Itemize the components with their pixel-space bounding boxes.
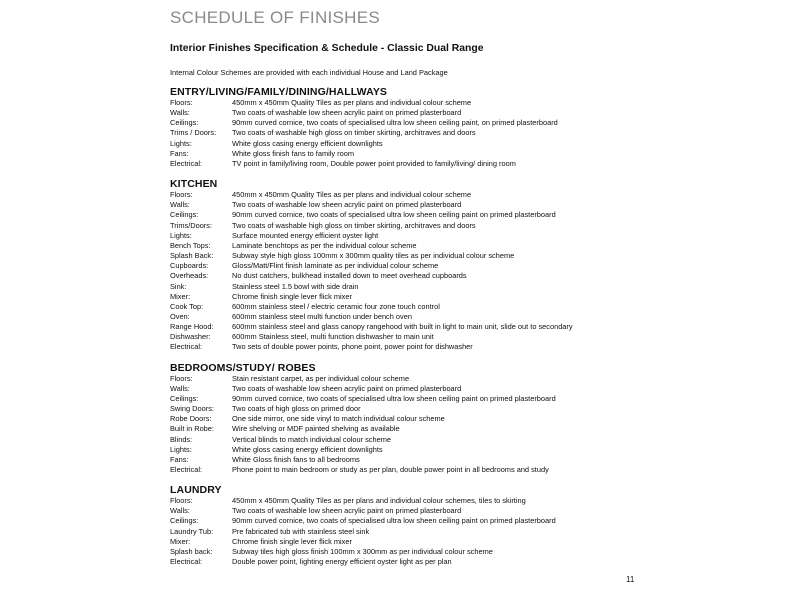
section-heading: LAUNDRY [170, 484, 222, 497]
spec-row [170, 159, 640, 169]
spec-value: Chrome finish single lever flick mixer [232, 536, 352, 546]
spec-label: Built in Robe: [170, 424, 214, 434]
section-spacer [170, 169, 640, 178]
spec-value: 600mm Stainless steel, multi function dishwasher to main unit [232, 332, 434, 342]
section-spacer [170, 475, 640, 484]
spec-value: Gloss/Matt/Flint finish laminate as per individual colour scheme [232, 261, 439, 271]
spec-value: White gloss finish fans to family room [232, 148, 354, 158]
spec-label: Dishwasher: [170, 332, 211, 342]
spec-label: Trims / Doors: [170, 128, 217, 138]
spec-value: One side mirror, one side vinyl to match individual colour scheme [232, 414, 445, 424]
spec-row [170, 190, 640, 200]
spec-value: 600mm stainless steel and glass canopy rangehood with built in light to main unit, slide out to secondary [232, 322, 573, 332]
spec-value: 90mm curved cornice, two coats of specialised ultra low sheen ceiling paint on primed plasterboard [232, 210, 556, 220]
spec-label: Oven: [170, 311, 190, 321]
spec-row [170, 384, 640, 394]
spec-label: Walls: [170, 506, 190, 516]
spec-row [170, 516, 640, 526]
spec-row [170, 302, 640, 312]
spec-label: Floors: [170, 496, 193, 506]
spec-value: Wire shelving or MDF painted shelving as available [232, 424, 400, 434]
spec-value: White gloss casing energy efficient downlights [232, 138, 383, 148]
spec-value: Subway tiles high gloss finish 100mm x 300mm as per individual colour scheme [232, 546, 493, 556]
spec-value: Surface mounted energy efficient oyster light [232, 230, 379, 240]
spec-value: 90mm curved cornice, two coats of specialised ultra low sheen ceiling paint on primed plasterboard [232, 516, 556, 526]
section-heading: ENTRY/LIVING/FAMILY/DINING/HALLWAYS [170, 86, 388, 98]
spec-value: Two coats of high gloss on primed door [232, 404, 361, 414]
spec-value: 90mm curved cornice, two coats of specialised ultra low sheen ceiling paint, on primed plasterboard [232, 118, 558, 128]
spec-label: Laundry Tub: [170, 526, 214, 536]
spec-row [170, 200, 640, 210]
document-title: Interior Finishes Specification & Schedule - Classic Dual Range [170, 43, 484, 54]
schedule-section [170, 484, 640, 567]
spec-label: Walls: [170, 108, 190, 118]
spec-row [170, 445, 640, 455]
spec-row [170, 221, 640, 231]
spec-label: Electrical: [170, 342, 203, 352]
spec-value: 600mm stainless steel multi function under bench oven [232, 311, 412, 321]
spec-row [170, 322, 640, 332]
spec-row [170, 108, 640, 118]
spec-label: Walls: [170, 383, 190, 393]
spec-value: 450mm x 450mm Quality Tiles as per plans and individual colour scheme [232, 98, 472, 107]
spec-value: Two coats of washable high gloss on timber skirting, architraves and doors [232, 128, 476, 138]
spec-row [170, 210, 640, 220]
spec-value: Chrome finish single lever flick mixer [232, 291, 352, 301]
spec-rows [170, 496, 640, 567]
spec-label: Floors: [170, 190, 193, 200]
finishes-schedule [170, 86, 640, 567]
spec-value: White gloss casing energy efficient downlights [232, 444, 383, 454]
spec-row [170, 414, 640, 424]
spec-row [170, 496, 640, 506]
spec-label: Ceilings: [170, 210, 199, 220]
spec-label: Floors: [170, 373, 193, 383]
spec-row [170, 118, 640, 128]
spec-rows [170, 190, 640, 353]
spec-value: 600mm stainless steel / electric ceramic four zone touch control [232, 301, 440, 311]
spec-value: Two coats of washable low sheen acrylic paint on primed plasterboard [232, 506, 462, 516]
spec-row [170, 149, 640, 159]
schedule-section [170, 362, 640, 476]
spec-value: No dust catchers, bulkhead installed down to meet overhead cupboards [232, 271, 467, 281]
spec-label: Mixer: [170, 536, 191, 546]
spec-label: Fans: [170, 454, 189, 464]
spec-label: Robe Doors: [170, 414, 212, 424]
spec-row [170, 251, 640, 261]
spec-value: TV point in family/living room, Double power point provided to family/living/ dining room [232, 158, 516, 168]
spec-value: Two sets of double power points, phone point, power point for dishwasher [232, 342, 473, 352]
spec-label: Ceilings: [170, 516, 199, 526]
spec-label: Walls: [170, 200, 190, 210]
spec-value: Two coats of washable low sheen acrylic paint on primed plasterboard [232, 108, 462, 118]
spec-label: Splash Back: [170, 251, 214, 261]
spec-value: White Gloss finish fans to all bedrooms [232, 454, 360, 464]
spec-row [170, 332, 640, 342]
spec-value: Two coats of washable high gloss on timber skirting, architraves and doors [232, 220, 476, 230]
spec-label: Floors: [170, 98, 193, 107]
page-header-title: SCHEDULE OF FINISHES [170, 8, 381, 27]
spec-row [170, 98, 640, 108]
document-intro: Internal Colour Schemes are provided with each individual House and Land Package [170, 68, 448, 77]
spec-row [170, 374, 640, 384]
section-spacer [170, 353, 640, 362]
spec-row [170, 506, 640, 516]
spec-row [170, 557, 640, 567]
spec-value: 90mm curved cornice, two coats of specialised ultra low sheen ceiling paint on primed plasterboard [232, 393, 556, 403]
spec-label: Blinds: [170, 434, 193, 444]
spec-row [170, 241, 640, 251]
spec-row [170, 455, 640, 465]
spec-label: Cupboards: [170, 261, 209, 271]
spec-label: Ceilings: [170, 393, 199, 403]
spec-row [170, 424, 640, 434]
spec-row [170, 404, 640, 414]
spec-label: Bench Tops: [170, 240, 211, 250]
spec-value: 450mm x 450mm Quality Tiles as per plans and individual colour schemes, tiles to skirting [232, 496, 526, 506]
spec-row [170, 527, 640, 537]
spec-label: Electrical: [170, 465, 203, 474]
spec-value: Stain resistant carpet, as per individual colour scheme [232, 373, 410, 383]
spec-row [170, 537, 640, 547]
spec-label: Lights: [170, 444, 192, 454]
spec-row [170, 231, 640, 241]
section-heading: BEDROOMS/STUDY/ ROBES [170, 361, 316, 374]
spec-row [170, 342, 640, 352]
spec-value: Laminate benchtops as per the individual colour scheme [232, 240, 417, 250]
schedule-section [170, 178, 640, 353]
spec-value: Subway style high gloss 100mm x 300mm quality tiles as per individual colour scheme [232, 251, 515, 261]
spec-label: Electrical: [170, 557, 203, 567]
spec-label: Trims/Doors: [170, 220, 213, 230]
spec-label: Sink: [170, 281, 187, 291]
spec-label: Swing Doors: [170, 404, 214, 414]
schedule-section [170, 86, 640, 169]
spec-row [170, 465, 640, 475]
spec-value: Double power point, lighting energy efficient oyster light as per plan [232, 557, 452, 567]
spec-value: Stainless steel 1.5 bowl with side drain [232, 281, 359, 291]
spec-row [170, 271, 640, 281]
spec-label: Overheads: [170, 271, 209, 281]
spec-row [170, 128, 640, 138]
spec-label: Ceilings: [170, 118, 199, 128]
spec-value: Two coats of washable low sheen acrylic paint on primed plasterboard [232, 383, 462, 393]
spec-row [170, 139, 640, 149]
spec-rows [170, 98, 640, 169]
spec-value: Phone point to main bedroom or study as per plan, double power point in all bedrooms and study [232, 465, 549, 474]
spec-row [170, 394, 640, 404]
spec-value: 450mm x 450mm Quality Tiles as per plans and individual colour scheme [232, 190, 472, 200]
spec-row [170, 435, 640, 445]
spec-value: Pre fabricated tub with stainless steel sink [232, 526, 370, 536]
spec-rows [170, 374, 640, 476]
spec-label: Cook Top: [170, 301, 204, 311]
spec-row [170, 282, 640, 292]
page-number: 11 [626, 575, 635, 584]
spec-label: Range Hood: [170, 322, 214, 332]
spec-label: Mixer: [170, 291, 191, 301]
spec-label: Fans: [170, 148, 189, 158]
spec-label: Lights: [170, 138, 192, 148]
spec-row [170, 312, 640, 322]
spec-label: Splash back: [170, 546, 213, 556]
spec-value: Vertical blinds to match individual colour scheme [232, 434, 391, 444]
spec-label: Electrical: [170, 158, 203, 168]
spec-row [170, 547, 640, 557]
spec-value: Two coats of washable low sheen acrylic paint on primed plasterboard [232, 200, 462, 210]
spec-row [170, 261, 640, 271]
spec-row [170, 292, 640, 302]
section-heading: KITCHEN [170, 178, 218, 191]
spec-label: Lights: [170, 230, 192, 240]
